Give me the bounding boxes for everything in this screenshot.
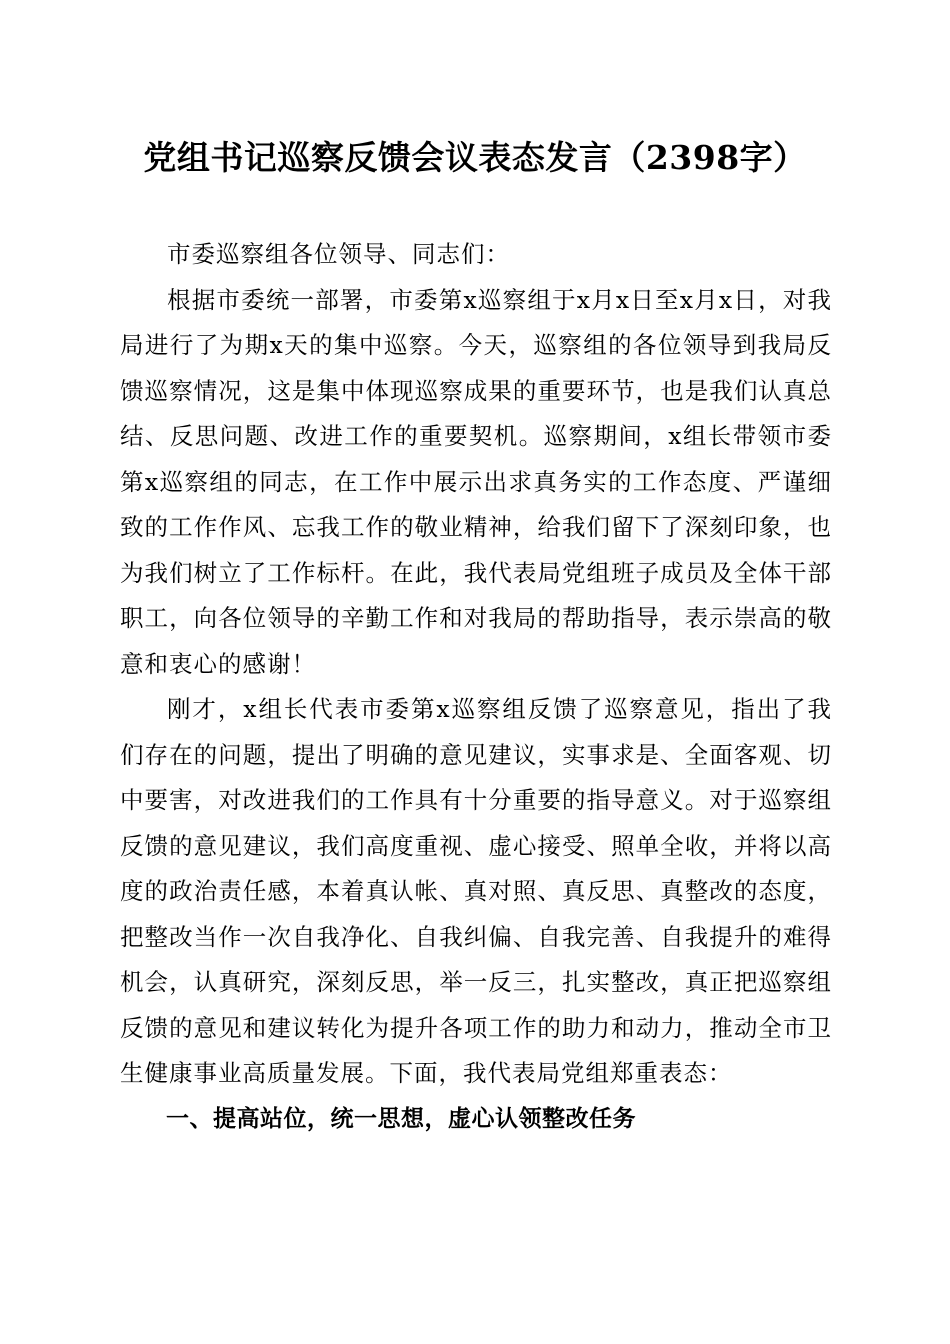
document-body bbox=[120, 232, 832, 1142]
document-title: 党组书记巡察反馈会议表态发言（2398字） bbox=[143, 138, 807, 177]
paragraph-response: 刚才，x组长代表市委第x巡察组反馈了巡察意见，指出了我们存在的问题，提出了明确的意见建议，实事求是、全面客观、切中要害，对改进我们的工作具有十分重要的指导意义。对于巡察组反馈的意见建议，我们高度重视、虚心接受、照单全收，并将以高度的政治责任感，本着真认帐、真对照、真反思、真整改的态度，把整改当作一次自我净化、自我纠偏、自我完善、自我提升的难得机会，认真研究，深刻反思，举一反三，扎实整改，真正把巡察组反馈的意见和建议转化为提升各项工作的助力和动力，推动全市卫生健康事业高质量发展。下面，我代表局党组郑重表态： bbox=[120, 695, 832, 1087]
paragraph-opening: 根据市委统一部署，市委第x巡察组于x月x日至x月x日，对我局进行了为期x天的集中巡察。今天，巡察组的各位领导到我局反馈巡察情况，这是集中体现巡察成果的重要环节，也是我们认真总结、反思问题、改进工作的重要契机。巡察期间，x组长带领市委第x巡察组的同志，在工作中展示出求真务实的工作态度、严谨细致的工作作风、忘我工作的敬业精神，给我们留下了深刻印象，也为我们树立了工作标杆。在此，我代表局党组班子成员及全体干部职工，向各位领导的辛勤工作和对我局的帮助指导，表示崇高的敬意和衷心的感谢！ bbox=[120, 285, 832, 678]
salutation: 市委巡察组各位领导、同志们： bbox=[167, 240, 510, 268]
section-heading: 一、提高站位，统一思想，虚心认领整改任务 bbox=[166, 1105, 636, 1132]
